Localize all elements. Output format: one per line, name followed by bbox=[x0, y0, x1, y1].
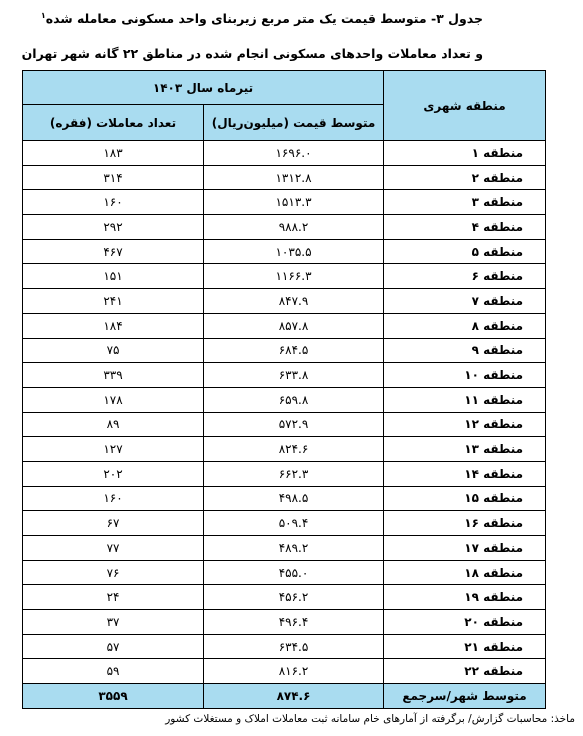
price-cell: ۵۷۲.۹ bbox=[204, 412, 384, 437]
district-cell: منطقه ۸ bbox=[384, 313, 546, 338]
price-cell: ۶۸۴.۵ bbox=[204, 338, 384, 363]
count-cell: ۷۶ bbox=[23, 560, 204, 585]
header-period: تیرماه سال ۱۴۰۳ bbox=[23, 71, 384, 105]
source-note: ماخذ: محاسبات گزارش/ برگرفته از آمارهای خام سامانه ثبت معاملات املاک و مستغلات کشور bbox=[165, 713, 575, 725]
count-cell: ۷۵ bbox=[23, 338, 204, 363]
price-cell: ۱۵۱۳.۳ bbox=[204, 190, 384, 215]
price-cell: ۴۸۹.۲ bbox=[204, 536, 384, 561]
count-cell: ۸۹ bbox=[23, 412, 204, 437]
total-count: ۳۵۵۹ bbox=[23, 684, 204, 709]
district-cell: منطقه ۱۶ bbox=[384, 511, 546, 536]
count-cell: ۱۷۸ bbox=[23, 387, 204, 412]
district-cell: منطقه ۱۹ bbox=[384, 585, 546, 610]
price-cell: ۴۹۸.۵ bbox=[204, 486, 384, 511]
count-cell: ۱۲۷ bbox=[23, 437, 204, 462]
district-cell: منطقه ۳ bbox=[384, 190, 546, 215]
table-row bbox=[23, 141, 546, 166]
district-cell: منطقه ۶ bbox=[384, 264, 546, 289]
count-cell: ۶۷ bbox=[23, 511, 204, 536]
table-row bbox=[23, 585, 546, 610]
price-cell: ۶۳۴.۵ bbox=[204, 634, 384, 659]
price-cell: ۸۴۷.۹ bbox=[204, 289, 384, 314]
count-cell: ۱۸۳ bbox=[23, 141, 204, 166]
table-row bbox=[23, 560, 546, 585]
table-row bbox=[23, 511, 546, 536]
table-row bbox=[23, 190, 546, 215]
table-row bbox=[23, 338, 546, 363]
price-cell: ۸۲۴.۶ bbox=[204, 437, 384, 462]
count-cell: ۵۹ bbox=[23, 659, 204, 684]
table-row bbox=[23, 387, 546, 412]
total-row bbox=[23, 684, 546, 709]
price-cell: ۴۵۶.۲ bbox=[204, 585, 384, 610]
district-cell: منطقه ۲ bbox=[384, 165, 546, 190]
price-cell: ۱۰۳۵.۵ bbox=[204, 239, 384, 264]
district-cell: منطقه ۱ bbox=[384, 141, 546, 166]
count-cell: ۲۰۲ bbox=[23, 461, 204, 486]
district-cell: منطقه ۱۴ bbox=[384, 461, 546, 486]
table-row bbox=[23, 264, 546, 289]
district-cell: منطقه ۵ bbox=[384, 239, 546, 264]
district-cell: منطقه ۲۲ bbox=[384, 659, 546, 684]
price-cell: ۱۳۱۲.۸ bbox=[204, 165, 384, 190]
price-cell: ۶۶۲.۳ bbox=[204, 461, 384, 486]
count-cell: ۴۶۷ bbox=[23, 239, 204, 264]
district-cell: منطقه ۲۱ bbox=[384, 634, 546, 659]
district-cell: منطقه ۹ bbox=[384, 338, 546, 363]
district-cell: منطقه ۱۳ bbox=[384, 437, 546, 462]
district-cell: منطقه ۴ bbox=[384, 215, 546, 240]
price-cell: ۸۱۶.۲ bbox=[204, 659, 384, 684]
count-cell: ۲۴۱ bbox=[23, 289, 204, 314]
table-row bbox=[23, 363, 546, 388]
count-cell: ۱۶۰ bbox=[23, 486, 204, 511]
total-label: متوسط شهر/سرجمع bbox=[384, 684, 546, 709]
count-cell: ۳۷ bbox=[23, 610, 204, 635]
table-row bbox=[23, 289, 546, 314]
district-cell: منطقه ۱۷ bbox=[384, 536, 546, 561]
header-district: منطقه شهری bbox=[384, 71, 546, 141]
count-cell: ۲۴ bbox=[23, 585, 204, 610]
district-cell: منطقه ۱۸ bbox=[384, 560, 546, 585]
count-cell: ۳۱۴ bbox=[23, 165, 204, 190]
count-cell: ۱۵۱ bbox=[23, 264, 204, 289]
price-cell: ۵۰۹.۴ bbox=[204, 511, 384, 536]
table-row bbox=[23, 239, 546, 264]
table-body bbox=[23, 141, 546, 684]
district-cell: منطقه ۷ bbox=[384, 289, 546, 314]
price-cell: ۶۳۳.۸ bbox=[204, 363, 384, 388]
count-cell: ۱۶۰ bbox=[23, 190, 204, 215]
count-cell: ۵۷ bbox=[23, 634, 204, 659]
district-cell: منطقه ۱۵ bbox=[384, 486, 546, 511]
count-cell: ۲۹۲ bbox=[23, 215, 204, 240]
price-cell: ۸۵۷.۸ bbox=[204, 313, 384, 338]
title-text-1: جدول ۳- متوسط قیمت یک متر مربع زیربنای واحد مسکونی معامله شده bbox=[45, 11, 483, 27]
price-cell: ۴۵۵.۰ bbox=[204, 560, 384, 585]
count-cell: ۱۸۴ bbox=[23, 313, 204, 338]
count-cell: ۷۷ bbox=[23, 536, 204, 561]
table-row bbox=[23, 634, 546, 659]
header-average-price: متوسط قیمت (میلیون‌ریال) bbox=[204, 105, 384, 141]
total-price: ۸۷۴.۶ bbox=[204, 684, 384, 709]
table-row bbox=[23, 659, 546, 684]
table-title-line-2: و تعداد معاملات واحدهای مسکونی انجام شده در مناطق ۲۲ گانه شهر تهران bbox=[21, 46, 483, 61]
table-title-line-1 bbox=[41, 11, 483, 26]
price-cell: ۹۸۸.۲ bbox=[204, 215, 384, 240]
table-row bbox=[23, 313, 546, 338]
table-row bbox=[23, 437, 546, 462]
district-cell: منطقه ۱۰ bbox=[384, 363, 546, 388]
table-row bbox=[23, 536, 546, 561]
table-row bbox=[23, 461, 546, 486]
title-footnote-mark: ۱ bbox=[40, 11, 46, 20]
price-cell: ۱۶۹۶.۰ bbox=[204, 141, 384, 166]
district-cell: منطقه ۱۲ bbox=[384, 412, 546, 437]
table-row bbox=[23, 412, 546, 437]
header-transaction-count: تعداد معاملات (فقره) bbox=[23, 105, 204, 141]
price-cell: ۴۹۶.۴ bbox=[204, 610, 384, 635]
count-cell: ۳۳۹ bbox=[23, 363, 204, 388]
table-row bbox=[23, 165, 546, 190]
table-row bbox=[23, 610, 546, 635]
price-cell: ۶۵۹.۸ bbox=[204, 387, 384, 412]
price-transactions-table bbox=[22, 70, 546, 709]
district-cell: منطقه ۱۱ bbox=[384, 387, 546, 412]
district-cell: منطقه ۲۰ bbox=[384, 610, 546, 635]
table-row bbox=[23, 486, 546, 511]
table-row bbox=[23, 215, 546, 240]
price-cell: ۱۱۶۶.۳ bbox=[204, 264, 384, 289]
